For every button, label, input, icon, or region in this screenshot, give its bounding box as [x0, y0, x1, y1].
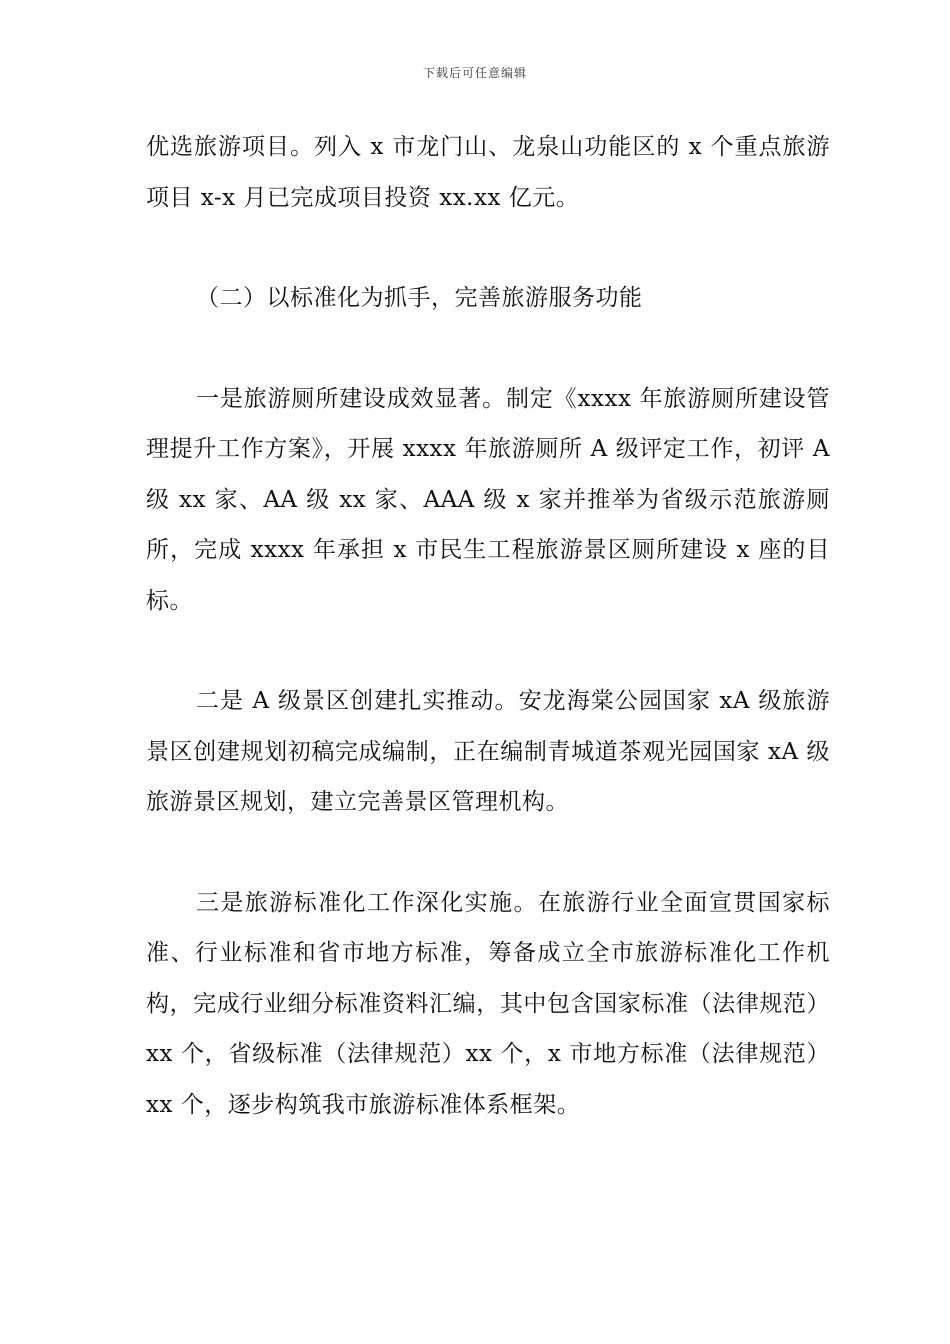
- paragraph-project-investment: 优选旅游项目。列入 x 市龙门山、龙泉山功能区的 x 个重点旅游项目 x-x 月已完成项目投资 xx.xx 亿元。: [146, 134, 830, 211]
- paragraph-a-level-scenic: 二是 A 级景区创建扎实推动。安龙海棠公园国家 xA 级旅游景区创建规划初稿完成编制，正在编制青城道茶观光园国家 xA 级旅游景区规划，建立完善景区管理机构。: [146, 688, 830, 815]
- paragraph-gap: [146, 626, 830, 676]
- paragraph-gap: [146, 324, 830, 374]
- section-heading: （二）以标准化为抓手，完善旅游服务功能: [196, 285, 643, 311]
- paragraph-standardization: 三是旅游标准化工作深化实施。在旅游行业全面宣贯国家标准、行业标准和省市地方标准，筹备成立全市旅游标准化工作机构，完成行业细分标准资料汇编，其中包含国家标准（法律规范）xx 个，省级标准（法律规范）xx 个，x 市地方标准（法律规范）xx 个，逐步构筑我市旅游标准体系框架。: [146, 889, 830, 1118]
- document-body: [146, 122, 830, 1130]
- page-header-note: 下载后可任意编辑: [422, 66, 527, 80]
- paragraph-gap: [146, 223, 830, 273]
- paragraph-toilet-construction: 一是旅游厕所建设成效显著。制定《xxxx 年旅游厕所建设管理提升工作方案》，开展 xxxx 年旅游厕所 A 级评定工作，初评 A 级 xx 家、AA 级 xx 家、AAA 级 x 家并推举为省级示范旅游厕所，完成 xxxx 年承担 x 市民生工程旅游景区厕所建设 x 座的目标。: [146, 385, 830, 614]
- paragraph-gap: [146, 828, 830, 878]
